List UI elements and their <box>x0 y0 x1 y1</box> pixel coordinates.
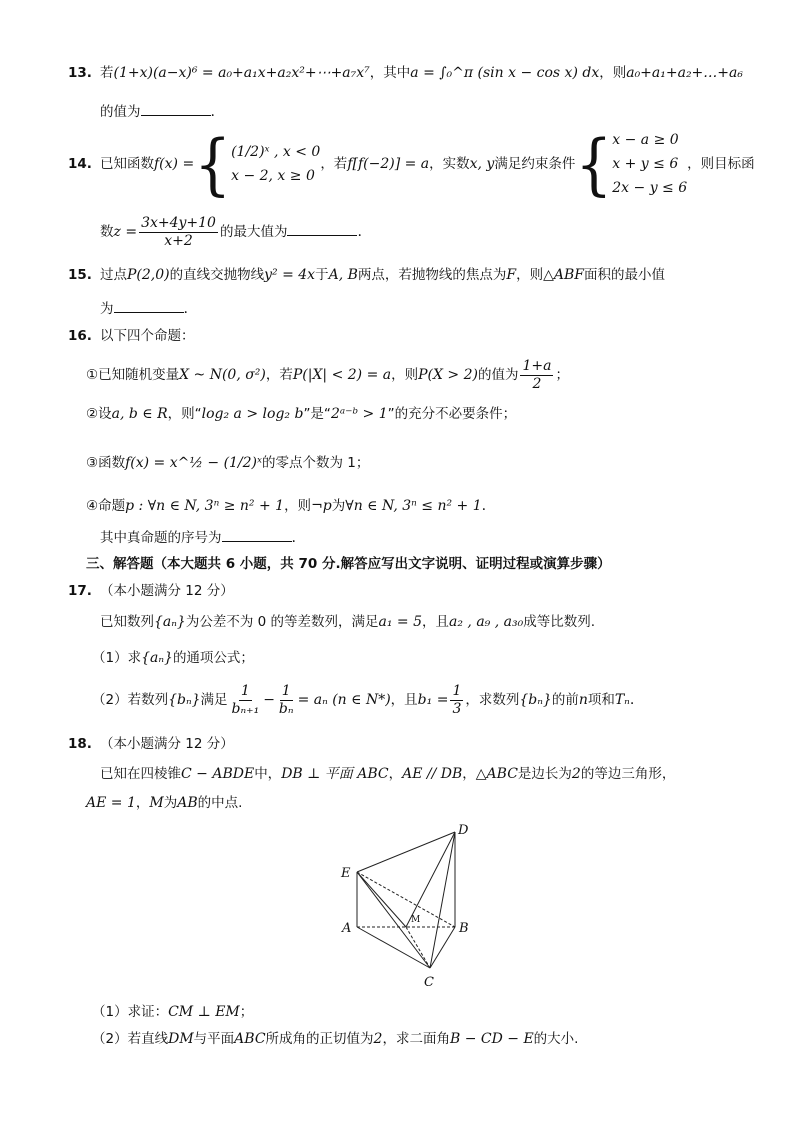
edge-EM <box>357 872 406 927</box>
q16-p1-fraction: $\frac{1+a}{2}$ <box>522 357 552 392</box>
q18-stem-line1: 已知在四棱锥C − ABDE中，DB ⊥ 平面 ABC，AE // DB，△ABC是边长为2的等边三角形， <box>100 766 676 782</box>
q15-line1: 15. 过点P(2,0)的直线交抛物线y² = 4x于A, B两点，若抛物线的焦点为F，则△ABF面积的最小值 <box>68 267 665 283</box>
q13-line1: 13. 若(1+x)(a−x)⁶ = a₀+a₁x+a₂x²+⋯+a₇x⁷，其中a = ∫₀^π (sin x − cos x) dx，则a₀+a₁+a₂+…+a₆ <box>68 65 743 81</box>
q18-stem-line2: AE = 1，M为AB的中点. <box>86 795 243 811</box>
q17-part-1: （1）求{aₙ}的通项公式； <box>92 650 254 666</box>
edge-EB-dashed <box>357 872 455 927</box>
q18-number: 18. <box>68 736 92 752</box>
q14-line2: 数z = $\frac{3x+4y+10}{x+2}$ 的最大值为 . <box>100 214 362 249</box>
pyramid-diagram <box>335 820 475 995</box>
q13-integral: a = ∫₀^π (sin x − cos x) dx <box>410 65 600 81</box>
q17-fraction-1: $\frac{1}{\text{bₙ₊₁}}$ <box>231 682 260 717</box>
q13-answer-blank <box>141 101 211 116</box>
q16-conclusion: 其中真命题的序号为 . <box>100 527 296 548</box>
q13-number: 13. <box>68 65 92 81</box>
q14-piecewise-cases: (1/2)ˣ , x < 0 x − 2, x ≥ 0 <box>231 144 321 184</box>
edge-ED <box>357 832 455 872</box>
label-C: C <box>424 975 434 990</box>
q14-piecewise-brace: { <box>194 124 232 204</box>
q18-part-1: （1）求证：CM ⊥ EM； <box>92 1004 254 1020</box>
q16-answer-blank <box>222 527 292 542</box>
q16-proposition-3: ③函数f(x) = x^½ − (1/2)ˣ的零点个数为 1； <box>86 455 370 471</box>
q16-proposition-2: ②设a, b ∈ R，则“log₂ a > log₂ b”是“2ᵃ⁻ᵇ > 1”的充分不必要条件； <box>86 406 517 422</box>
label-D: D <box>458 823 469 838</box>
section-3-heading: 三、解答题（本大题共 6 小题，共 70 分.解答应写出文字说明、证明过程或演算步骤） <box>86 556 611 572</box>
q16-proposition-1: ①已知随机变量X ~ N(0, σ²)，若P(|X| < 2) = a，则P(X > 2)的值为 $\frac{1+a}{2}$ ； <box>86 357 569 392</box>
q14-constraint-brace: { <box>575 124 613 204</box>
q13-line2: 的值为 . <box>100 101 215 122</box>
q16-proposition-4: ④命题p : ∀n ∈ N, 3ⁿ ≥ n² + 1，则¬p为∀n ∈ N, 3ⁿ ≤ n² + 1. <box>86 498 487 514</box>
q17-heading: 17. （本小题满分 12 分） <box>68 583 234 599</box>
q17-stem: 已知数列{aₙ}为公差不为 0 的等差数列，满足a₁ = 5，且a₂ , a₉ , a₃₀成等比数列. <box>100 614 596 630</box>
edge-DM <box>406 832 455 927</box>
q14-number: 14. <box>68 156 92 172</box>
q13-expansion: (1+x)(a−x)⁶ = a₀+a₁x+a₂x²+⋯+a₇x⁷ <box>113 65 370 81</box>
q14-constraints: x − a ≥ 0 x + y ≤ 6 2x − y ≤ 6 <box>612 132 688 196</box>
q16-number: 16. <box>68 328 92 344</box>
q14-answer-blank <box>287 221 357 236</box>
q16-heading: 16. 以下四个命题： <box>68 328 195 344</box>
edge-MC-dashed <box>406 927 430 968</box>
q17-fraction-2: $\frac{1}{\text{bₙ}}$ <box>278 682 294 717</box>
q15-number: 15. <box>68 267 92 283</box>
edge-AC <box>357 927 430 968</box>
label-M: M <box>411 915 421 925</box>
label-A: A <box>342 921 352 936</box>
q17-number: 17. <box>68 583 92 599</box>
q15-line2: 为 . <box>100 298 188 319</box>
q14-line1: 14. 已知函数f(x) ={ (1/2)ˣ , x < 0 x − 2, x ≥ 0 ，若f[f(−2)] = a，实数x, y满足约束条件{ x − a ≥ 0 x + y ≤ 6 2x − y ≤ 6 ，则目标函 <box>68 124 755 204</box>
q15-answer-blank <box>114 298 184 313</box>
q18-heading: 18. （本小题满分 12 分） <box>68 736 234 752</box>
q17-b1-fraction: $\frac{1}{3}$ <box>452 682 462 717</box>
q17-part-2: （2）若数列{bₙ}满足 $\frac{1}{\text{bₙ₊₁}}$ − $\frac{1}{\text{bₙ}}$ = aₙ (n ∈ N*)，且b₁ = $\frac{1}{3}$ ，求数列{bₙ}的前n项和Tₙ. <box>92 682 635 717</box>
q14-objective-fraction: $\frac{3x+4y+10}{x+2}$ <box>141 214 216 249</box>
label-E: E <box>341 866 351 881</box>
q18-part-2: （2）若直线DM与平面ABC所成角的正切值为2，求二面角B − CD − E的大小. <box>92 1031 579 1047</box>
q13-sum: a₀+a₁+a₂+…+a₆ <box>626 65 743 81</box>
label-B: B <box>459 921 469 936</box>
